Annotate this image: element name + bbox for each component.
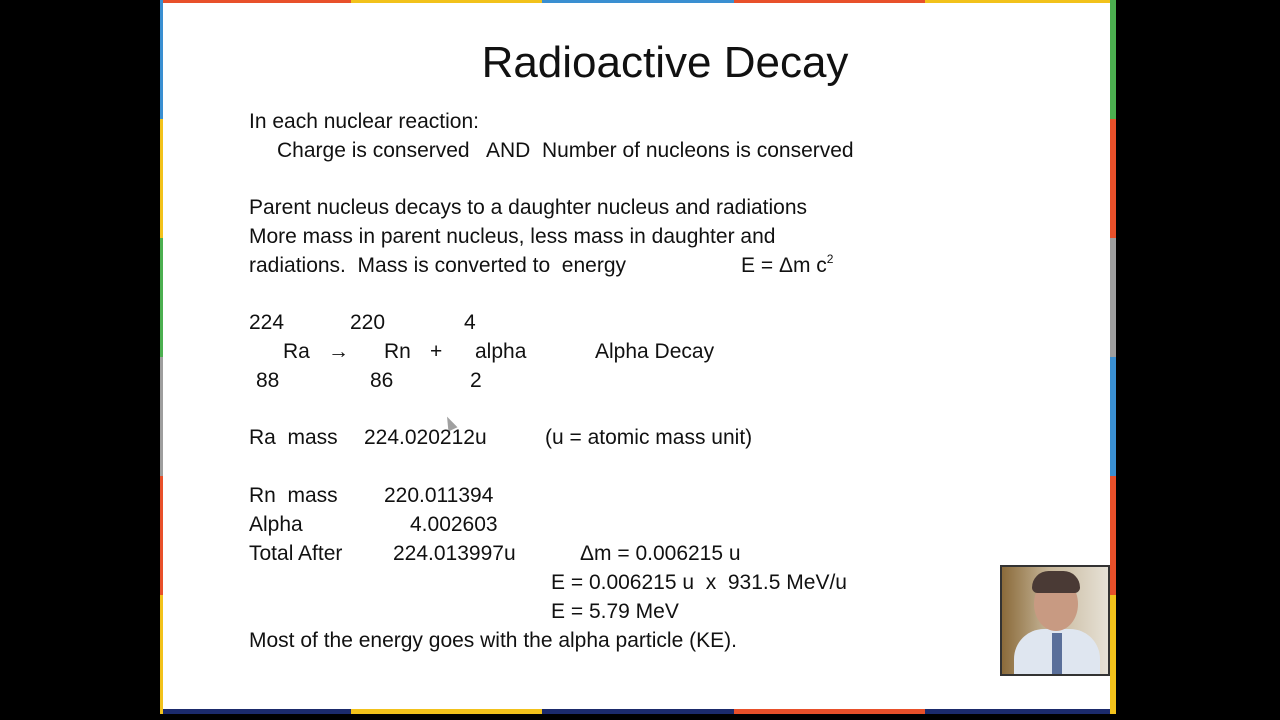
left-accent-bar — [160, 0, 163, 714]
energy-result: E = 5.79 MeV — [551, 600, 679, 623]
total-after-label: Total After — [249, 542, 343, 565]
ra-mass-label: Ra mass — [249, 426, 338, 449]
decay-label: Alpha Decay — [595, 340, 715, 363]
atomic-number-ra: 88 — [256, 369, 280, 392]
parent-nucleus-line: Parent nucleus decays to a daughter nucleus and radiations — [249, 196, 808, 219]
mass-line: More mass in parent nucleus, less mass in daughter and — [249, 225, 776, 248]
symbol-rn: Rn — [384, 340, 411, 363]
atomic-number-rn: 86 — [370, 369, 394, 392]
ra-mass-value: 224.020212u — [364, 426, 487, 449]
radiations-line: radiations. Mass is converted to energy — [249, 254, 627, 277]
total-after-value: 224.013997u — [393, 542, 516, 565]
conclusion-line: Most of the energy goes with the alpha particle (KE). — [249, 629, 737, 652]
presenter-webcam — [1000, 565, 1110, 676]
mass-number-ra: 224 — [249, 311, 285, 334]
plus-sign: + — [430, 340, 443, 363]
alpha-mass-value: 4.002603 — [410, 513, 498, 536]
slide-title: Radioactive Decay — [481, 38, 849, 87]
rn-mass-value: 220.011394 — [384, 484, 494, 507]
mass-number-alpha: 4 — [464, 311, 476, 334]
energy-formula-superscript: 2 — [826, 252, 834, 266]
bottom-accent-bar — [160, 709, 1116, 714]
mass-number-rn: 220 — [350, 311, 386, 334]
atomic-number-alpha: 2 — [470, 369, 482, 392]
mass-defect: Δm = 0.006215 u — [580, 542, 741, 565]
energy-calculation: E = 0.006215 u x 931.5 MeV/u — [551, 571, 847, 594]
alpha-mass-label: Alpha — [249, 513, 303, 536]
symbol-ra: Ra — [283, 340, 310, 363]
symbol-alpha: alpha — [475, 340, 527, 363]
energy-formula-text: E = Δm c — [741, 254, 827, 277]
energy-formula — [741, 252, 834, 277]
top-accent-bar — [160, 0, 1116, 3]
conservation-line: Charge is conserved AND Number of nucleons is conserved — [277, 139, 854, 162]
intro-line: In each nuclear reaction: — [249, 110, 479, 133]
arrow-icon: → — [328, 340, 349, 363]
presenter-tie — [1052, 633, 1062, 676]
presenter-hair — [1032, 571, 1080, 593]
right-accent-bar — [1110, 0, 1116, 714]
rn-mass-label: Rn mass — [249, 484, 338, 507]
unit-note: (u = atomic mass unit) — [545, 426, 753, 449]
